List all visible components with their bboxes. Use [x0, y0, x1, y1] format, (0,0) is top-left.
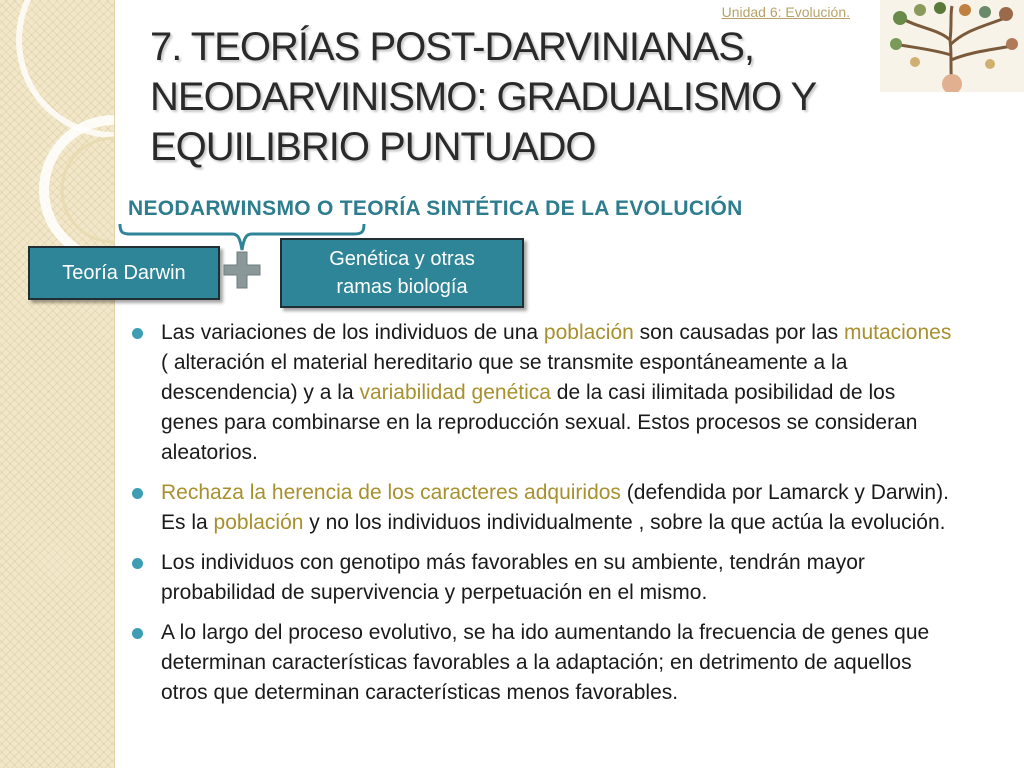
plus-icon [222, 250, 262, 290]
bullet-text: ( alteración el material hereditario que se transmite espontáneamente a la descendencia) y a la [161, 351, 848, 404]
bullet-text: Los individuos con genotipo más favorables en su ambiente, tendrán mayor probabilidad de supervivencia y perpetuación en el mismo. [161, 551, 865, 604]
slide-title [150, 22, 890, 172]
box-genetica [280, 238, 524, 308]
bullet-list [132, 318, 952, 718]
bullet-dot-icon [132, 628, 143, 639]
highlighted-term: variabilidad genética [359, 381, 551, 404]
box-teoria-darwin [28, 246, 220, 300]
bullet-text: son causadas por las [633, 321, 844, 344]
bullet-dot-icon [132, 558, 143, 569]
bullet-item [132, 618, 952, 708]
highlighted-term: población [543, 321, 634, 344]
bullet-dot-icon [132, 328, 143, 339]
bullet-dot-icon [132, 488, 143, 499]
slide-subtitle: NEODARWINSMO O TEORÍA SINTÉTICA DE LA EVOLUCIÓN [128, 197, 743, 220]
highlighted-term: mutaciones [843, 321, 952, 344]
title-line-2: NEODARVINISMO: GRADUALISMO Y [150, 75, 817, 119]
bullet-text: y no los individuos individualmente , sobre la que actúa la evolución. [303, 511, 946, 534]
box-teoria-darwin-label: Teoría Darwin [62, 262, 186, 284]
bullet-item [132, 548, 952, 608]
title-line-1: 7. TEORÍAS POST-DARVINIANAS, [150, 25, 755, 69]
unit-link[interactable]: Unidad 6: Evolución. [721, 4, 850, 20]
bullet-item [132, 318, 952, 468]
bullet-text: A lo largo del proceso evolutivo, se ha ido aumentando la frecuencia de genes que determinan características favorables a la adaptación; en detrimento de aquellos otros que determinan características menos favorables. [161, 621, 930, 704]
title-line-3: EQUILIBRIO PUNTUADO [150, 125, 596, 169]
bullet-text: Las variaciones de los individuos de una [161, 321, 544, 344]
highlighted-term: población [213, 511, 304, 534]
evolution-tree-image [880, 0, 1024, 92]
bullet-item [132, 478, 952, 538]
box-genetica-label: Genética y otras ramas biología [329, 248, 475, 298]
bullet-text: (defendida por Lamarck y Darwin). Es la [161, 481, 949, 534]
highlighted-term: Rechaza la herencia de los caracteres adquiridos [161, 481, 621, 504]
decorative-side-strip [0, 0, 115, 768]
bullet-text: de la casi ilimitada posibilidad de los genes para combinarse en la reproducción sexual. Estos procesos se consideran aleatorios. [161, 381, 918, 464]
